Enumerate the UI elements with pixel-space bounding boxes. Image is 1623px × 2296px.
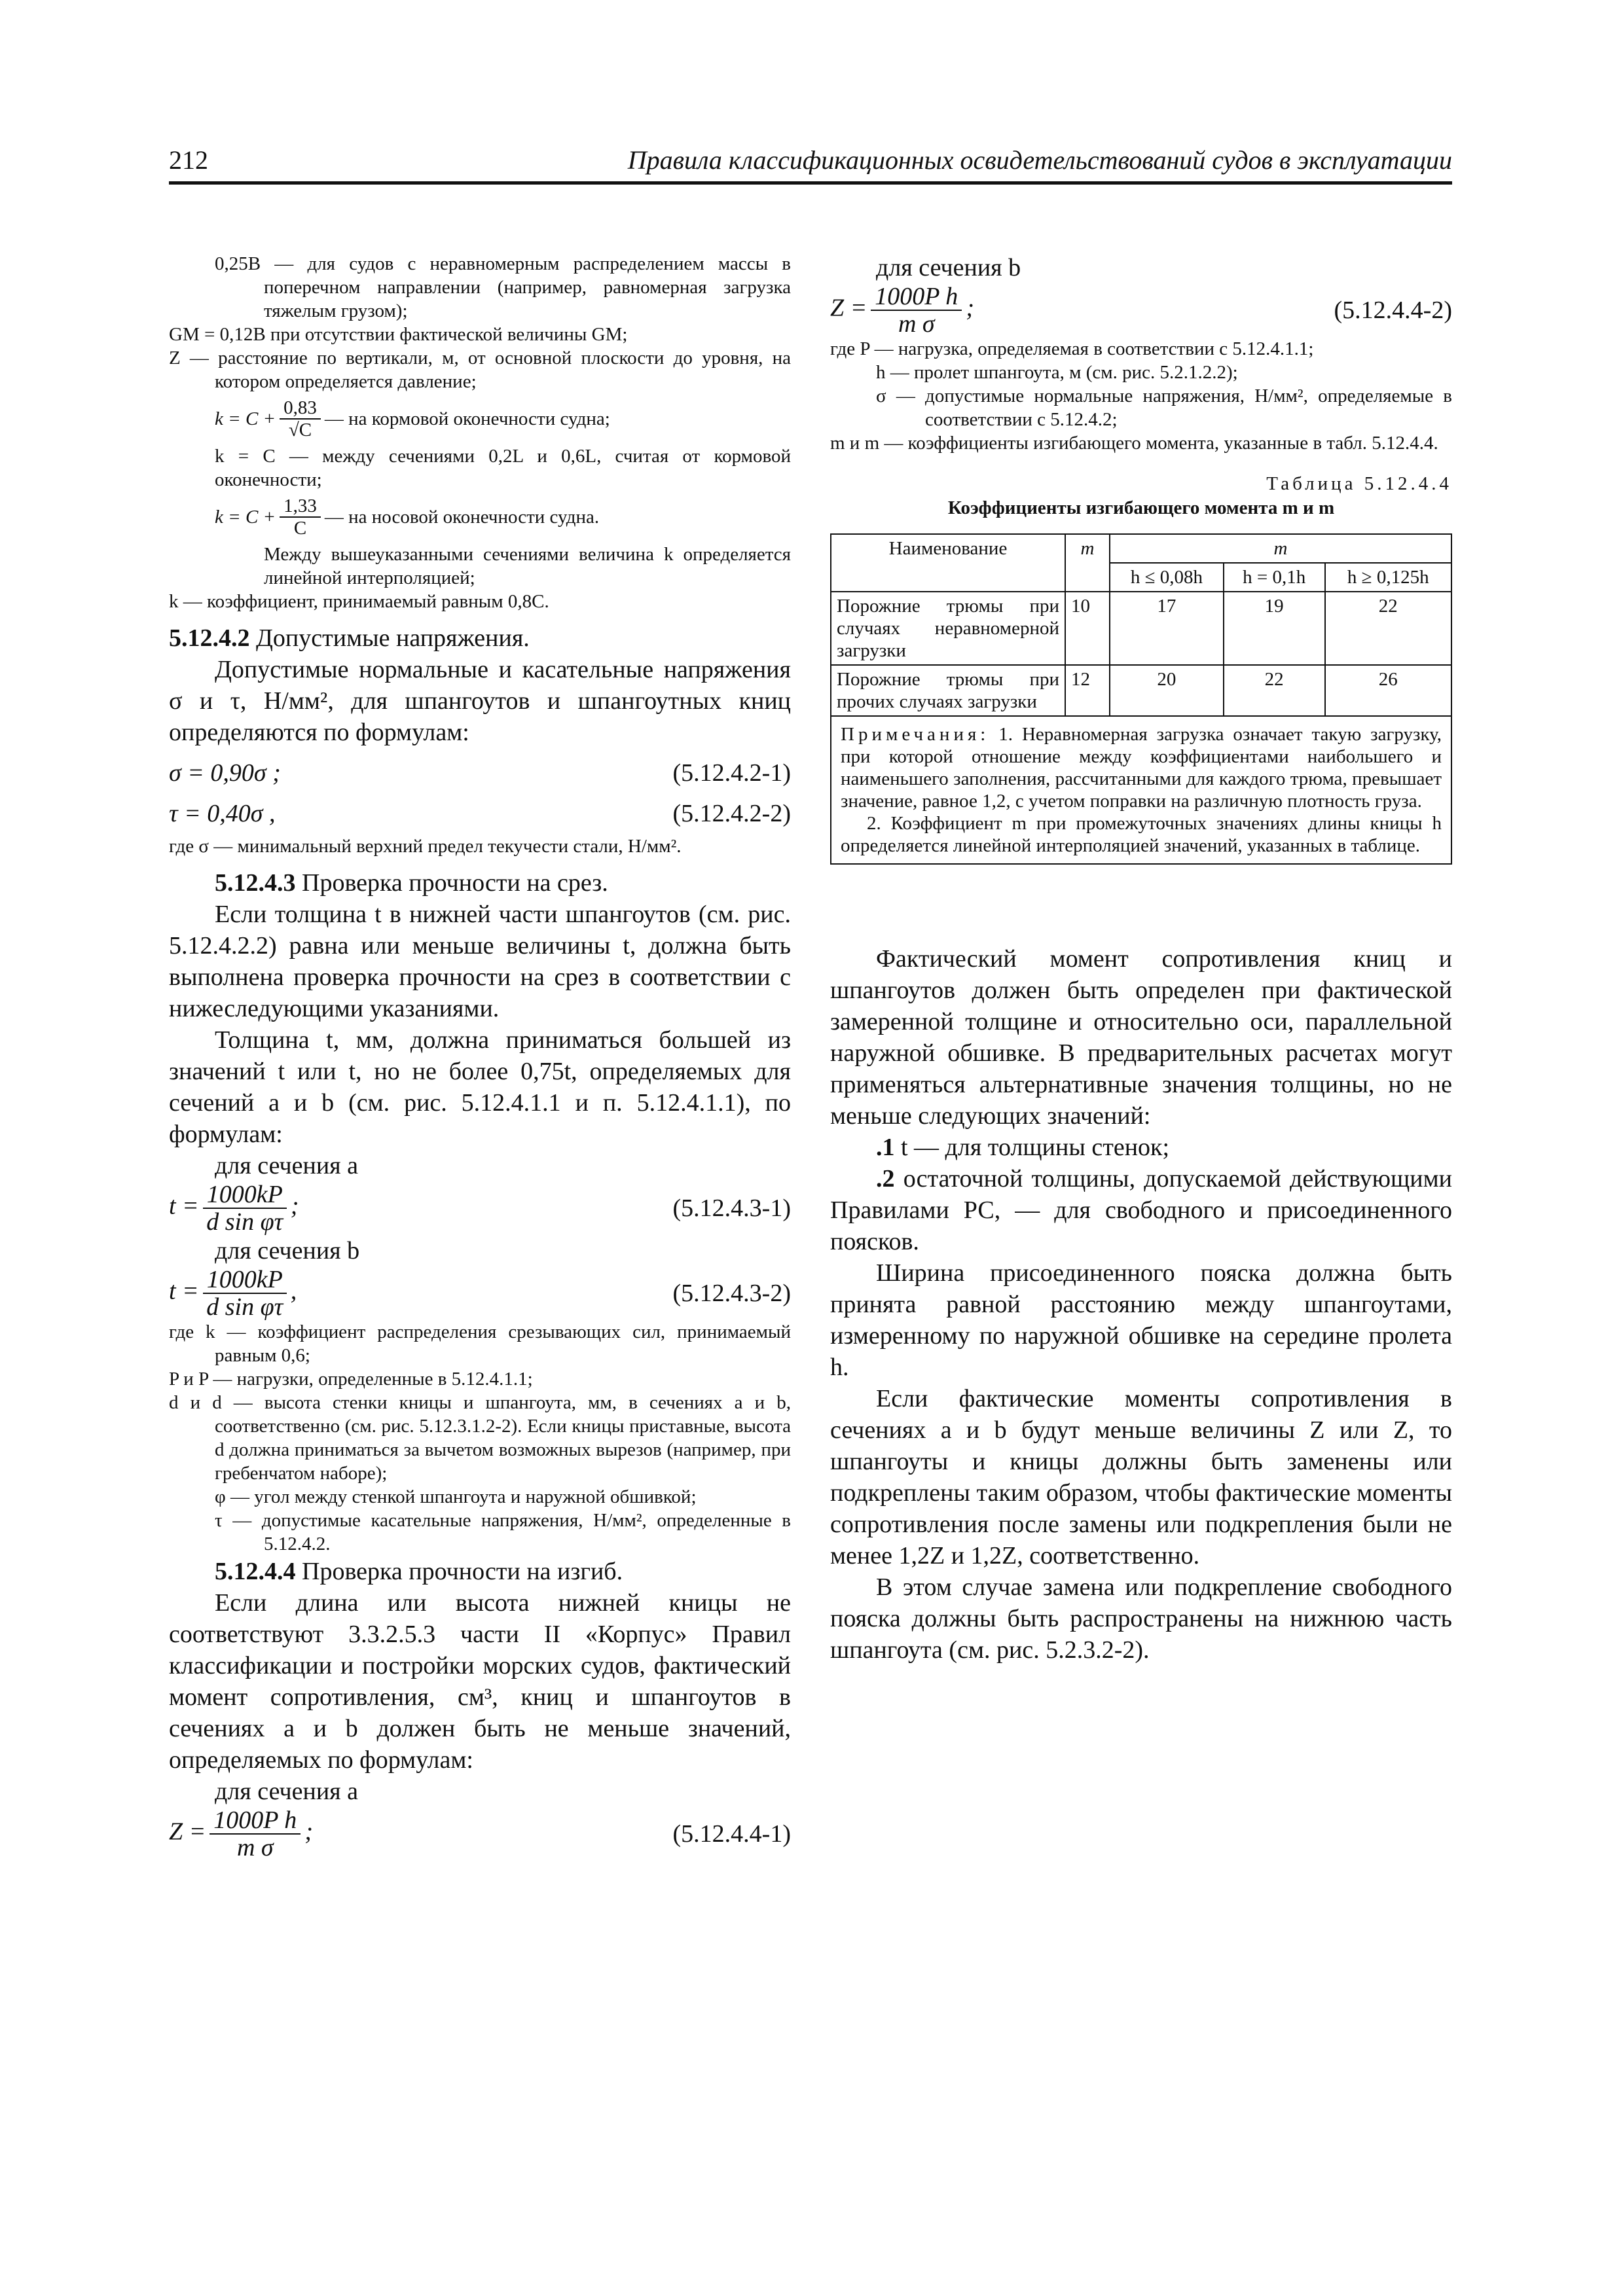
s5124-text: Если длина или высота нижней кницы не соответствуют 3.3.2.5.3 части II «Корпус» Правил классификации и постройки морских судов, фактический момент сопротивления, см³, книц и шпангоутов в сечениях a и b должен быть не меньше значений, определяемых по формулам: [169, 1589, 791, 1774]
s5123-p2: Толщина t, мм, должна приниматься большей из значений t или t, но не более 0,75t, определяемых для сечений a и b (см. рис. 5.12.4.1.1 и п. 5.12.4.1.1), по формулам: [169, 1026, 791, 1148]
table-row: Порожние трюмы при прочих случаях загрузки 12 20 22 26 [831, 665, 1451, 716]
left-column [169, 252, 791, 1861]
s5122-text: Допустимые нормальные и касательные напряжения σ и τ, Н/мм², для шпангоутов и шпангоутных книц определяются по формулам: [169, 656, 791, 746]
table-notes [830, 717, 1452, 865]
where-m: m и m — коэффициенты изгибающего момента, указанные в табл. 5.12.4.4. [830, 433, 1438, 454]
th-sub2: h = 0,1h [1224, 563, 1325, 592]
table-label: Таблица 5.12.4.4 [1266, 473, 1452, 494]
where-p: где P — нагрузка, определяемая в соответствии с 5.12.4.1.1; [830, 338, 1314, 359]
formula-5-12-4-2-1: σ = 0,90σ ; (5.12.4.2-1) [169, 759, 791, 787]
def-z: Z — расстояние по вертикали, м, от основной плоскости до уровня, на котором определяется давление; [169, 348, 791, 392]
formula-5-12-4-3-1: t = $\frac{1000kP}{\text{d sin φτ}}$ ; (5.12.4.3-1) [169, 1181, 791, 1236]
for-section-a: для сечения a [215, 1152, 359, 1179]
th-sub1: h ≤ 0,08h [1110, 563, 1224, 592]
ks1-den: √C [288, 420, 312, 440]
section-5-12-4-2: 5.12.4.2 Допустимые напряжения. [169, 624, 530, 652]
right-p3: .2 остаточной толщины, допускаемой действующими Правилами РС, — для свободного и присоединенного поясков. [830, 1165, 1452, 1255]
where-tau: τ — допустимые касательные напряжения, Н/мм², определенные в 5.12.4.2. [215, 1510, 791, 1554]
th-name: Наименование [831, 534, 1065, 592]
where-h: h — пролет шпангоута, м (см. рис. 5.2.1.2.2); [876, 362, 1238, 383]
kf-text: k — коэффициент, принимаемый равным 0,8C. [169, 591, 549, 612]
where-phi: φ — угол между стенкой шпангоута и наружной обшивкой; [215, 1486, 697, 1507]
ks3-num: 1,33 [280, 495, 321, 518]
ks1-text: — на кормовой оконечности судна; [324, 408, 610, 429]
formula-5-12-4-4-2: Z = $\frac{\text{1000P h}}{\text{m σ}}$ ; (5.12.4.4-2) [830, 283, 1452, 338]
where-pfr: P и P — нагрузки, определенные в 5.12.4.1.1; [169, 1369, 533, 1390]
for-section-a-2: для сечения a [215, 1778, 359, 1805]
s5123-p1: Если толщина t в нижней части шпангоутов (см. рис. 5.12.4.2.2) равна или меньше величины t, должна быть выполнена проверка прочности на срез в соответствии с нижеследующими указаниями. [169, 901, 791, 1022]
ks2-text: k = C — между сечениями 0,2L и 0,6L, считая от кормовой оконечности; [215, 446, 791, 490]
interp-text: Между вышеуказанными сечениями величина k определяется линейной интерполяцией; [264, 544, 791, 588]
page-number: 212 [169, 145, 208, 175]
right-p4: Ширина присоединенного пояска должна быть принята равной расстоянию между шпангоутами, измеренному по наружной обшивке на середине пролета h. [830, 1259, 1452, 1381]
right-p6: В этом случае замена или подкрепление свободного пояска должны быть распространены на нижнюю часть шпангоута (см. рис. 5.2.3.2-2). [830, 1573, 1452, 1664]
section-5-12-4-3: 5.12.4.3 Проверка прочности на срез. [215, 869, 608, 897]
right-column [830, 252, 1452, 1666]
table-row: Порожние трюмы при случаях неравномерной загрузки 10 17 19 22 [831, 592, 1451, 665]
th-ma: m [1065, 534, 1110, 592]
formula-5-12-4-4-1: Z = $\frac{\text{1000P h}}{\text{m σ}}$ ; (5.12.4.4-1) [169, 1806, 791, 1861]
ks3-text: — на носовой оконечности судна. [324, 507, 600, 528]
note-1: Примечания: 1. Неравномерная загрузка означает такую загрузку, при которой отношение между коэффициентами наибольшего и наименьшего заполнения, рассчитанными для каждого трюма, превышает значение, равное 1,2, с учетом поправки на различную плотность груза. [841, 724, 1442, 812]
def-025b: 0,25B — для судов с неравномерным распределением массы в поперечном направлении (например, равномерная загрузка тяжелым грузом); [215, 253, 791, 321]
right-p5: Если фактические моменты сопротивления в сечениях a и b будут меньше величины Z или Z, то шпангоуты и кницы должны быть заменены или подкреплены таким образом, чтобы фактические моменты сопротивления после замены или подкрепления были не менее 1,2Z и 1,2Z, соответственно. [830, 1385, 1452, 1570]
ks1-num: 0,83 [280, 397, 321, 420]
note-2: 2. Коэффициент m при промежуточных значениях длины кницы h определяется линейной интерполяцией значений, указанных в таблице. [841, 813, 1442, 856]
th-mb: m [1110, 534, 1451, 563]
ks-formula-3: k = C + $\frac{1,33}{C}$ — на носовой оконечности судна. [215, 495, 600, 539]
page-header [169, 141, 1452, 185]
where-d: d и d — высота стенки кницы и шпангоута, мм, в сечениях a и b, соответственно (см. рис. 5.12.3.1.2-2). Если кницы приставные, высота d должна приниматься за вычетом возможных вырезов (например, при гребенчатом наборе); [169, 1392, 791, 1484]
coefficients-table [830, 533, 1452, 717]
formula-5-12-4-3-2: t = $\frac{1000kP}{\text{d sin φτ}}$ , (5.12.4.3-2) [169, 1266, 791, 1321]
ks3-den: C [293, 518, 307, 539]
where-ks: где k — коэффициент распределения срезывающих сил, принимаемый равным 0,6; [169, 1321, 791, 1366]
def-gm: GM = 0,12B при отсутствии фактической величины GM; [169, 324, 628, 345]
ks-formula-1: k = C + $\frac{0,83}{√C}$ — на кормовой оконечности судна; [215, 397, 610, 440]
where-sigma: σ — допустимые нормальные напряжения, Н/мм², определяемые в соответствии с 5.12.4.2; [876, 386, 1452, 430]
formula-5-12-4-2-2: τ = 0,40σ , (5.12.4.2-2) [169, 800, 791, 827]
sigma-f-where: где σ — минимальный верхний предел текучести стали, Н/мм². [169, 836, 682, 857]
table-caption: Коэффициенты изгибающего момента m и m [947, 497, 1335, 518]
th-sub3: h ≥ 0,125h [1325, 563, 1451, 592]
section-5-12-4-4: 5.12.4.4 Проверка прочности на изгиб. [215, 1558, 623, 1585]
for-section-b: для сечения b [215, 1237, 360, 1265]
right-for-section-b: для сечения b [876, 254, 1021, 281]
right-p2: .1 t — для толщины стенок; [876, 1134, 1170, 1161]
right-p1: Фактический момент сопротивления книц и шпангоутов должен быть определен при фактической замеренной толщине и относительно оси, параллельной наружной обшивке. В предварительных расчетах могут применяться альтернативные значения толщины, но не меньше следующих значений: [830, 945, 1452, 1130]
running-title: Правила классификационных освидетельствований судов в эксплуатации [627, 145, 1452, 175]
